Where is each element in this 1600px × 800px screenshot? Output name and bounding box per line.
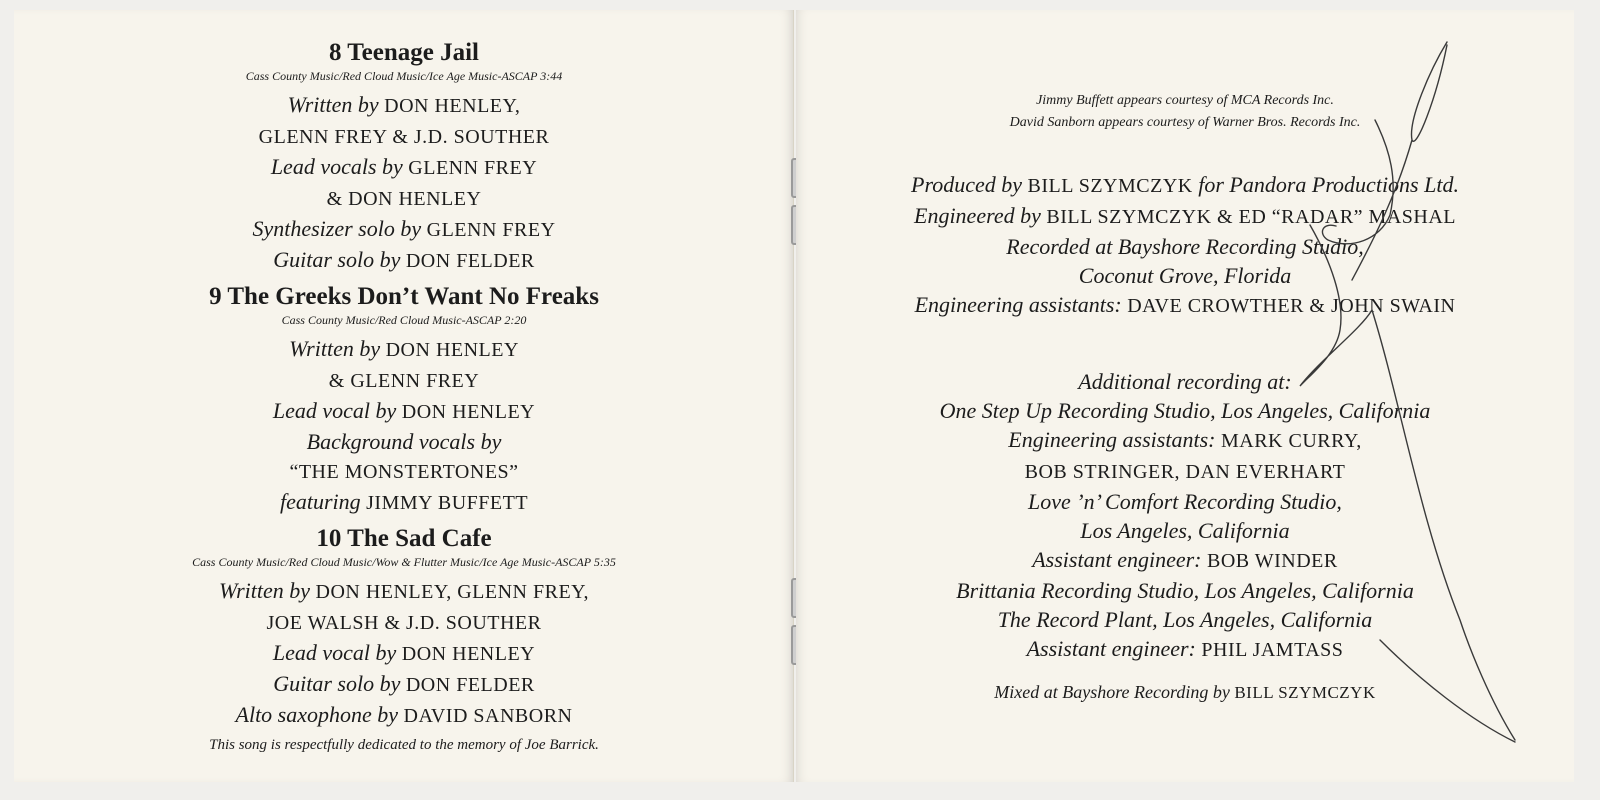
publishing-info: Cass County Music/Red Cloud Music/Ice Age Music-ASCAP 3:44: [245, 69, 563, 83]
credit-suffix: for Pandora Productions Ltd.: [1198, 172, 1459, 197]
credit-names: BOB WINDER: [1207, 550, 1338, 572]
credit-role: Guitar solo by: [273, 247, 401, 272]
credit-role: Los Angeles, California: [1080, 518, 1290, 543]
credit-names: DAVID SANBORN: [403, 705, 573, 727]
credit-role: Guitar solo by: [273, 671, 401, 696]
credit-names: DON HENLEY: [401, 401, 536, 423]
credit-role: Engineering assistants:: [914, 292, 1122, 317]
credit-names: & DON HENLEY: [326, 188, 482, 210]
credit-role: Brittania Recording Studio, Los Angeles, California: [956, 578, 1414, 603]
track-title: 8 Teenage Jail: [328, 39, 479, 66]
dedication: This song is respectfully dedicated to the memory of Joe Barrick.: [209, 737, 599, 753]
credit-names: DON HENLEY,: [384, 95, 521, 117]
credit-names: GLENN FREY: [408, 157, 538, 179]
credit-role: Lead vocal by: [272, 398, 397, 423]
credit-names: DON HENLEY, GLENN FREY,: [315, 581, 590, 603]
credit-role: Assistant engineer:: [1032, 547, 1202, 572]
credit-names: JIMMY BUFFETT: [366, 492, 529, 514]
courtesy-line: David Sanborn appears courtesy of Warner Bros. Records Inc.: [1009, 115, 1361, 130]
credit-names: DON HENLEY: [401, 643, 536, 665]
credit-role: Background vocals by: [306, 429, 502, 454]
credit-names: BILL SZYMCZYK: [1234, 683, 1376, 702]
credit-names: DAVE CROWTHER & JOHN SWAIN: [1127, 295, 1456, 317]
publishing-info: Cass County Music/Red Cloud Music-ASCAP 2:20: [281, 313, 527, 327]
credit-names: “THE MONSTERTONES”: [289, 461, 519, 483]
credit-role: Engineered by: [914, 203, 1041, 228]
credit-names: MARK CURRY,: [1220, 430, 1362, 452]
credit-role: featuring: [279, 489, 361, 514]
credit-names: GLENN FREY & J.D. SOUTHER: [258, 126, 550, 148]
credit-role: Engineering assistants:: [1008, 427, 1216, 452]
credit-names: & GLENN FREY: [328, 370, 480, 392]
credit-role: One Step Up Recording Studio, Los Angeles, California: [939, 398, 1431, 423]
credit-names: JOE WALSH & J.D. SOUTHER: [266, 612, 542, 634]
credit-names: GLENN FREY: [426, 219, 556, 241]
credit-role: Produced by: [911, 172, 1022, 197]
credit-role: Synthesizer solo by: [252, 216, 422, 241]
credit-names: BILL SZYMCZYK: [1027, 175, 1193, 197]
credit-names: DON HENLEY: [385, 339, 519, 361]
credit-role: Written by: [287, 92, 379, 117]
publishing-info: Cass County Music/Red Cloud Music/Wow & Flutter Music/Ice Age Music-ASCAP 5:35: [192, 555, 616, 569]
track-title: 9 The Greeks Don’t Want No Freaks: [209, 283, 599, 310]
track-title: 10 The Sad Cafe: [316, 525, 492, 552]
credit-role: The Record Plant, Los Angeles, California: [997, 607, 1373, 632]
credit-names: BILL SZYMCZYK & ED “RADAR” MASHAL: [1046, 206, 1456, 228]
credit-names: DON FELDER: [405, 250, 535, 272]
courtesy-line: Jimmy Buffett appears courtesy of MCA Records Inc.: [1036, 93, 1334, 108]
credit-names: PHIL JAMTASS: [1201, 639, 1344, 661]
credit-role: Written by: [218, 578, 310, 603]
credit-role: Alto saxophone by: [235, 702, 399, 727]
credit-role: Love ’n’ Comfort Recording Studio,: [1028, 489, 1342, 514]
credit-role: Coconut Grove, Florida: [1078, 263, 1292, 288]
credit-names: BOB STRINGER, DAN EVERHART: [1024, 461, 1346, 483]
credit-role: Assistant engineer:: [1026, 636, 1196, 661]
credit-role: Mixed at Bayshore Recording by: [994, 682, 1230, 702]
credit-role: Lead vocals by: [270, 154, 403, 179]
credit-role: Additional recording at:: [1078, 369, 1292, 394]
credit-role: Written by: [289, 336, 381, 361]
credit-names: DON FELDER: [405, 674, 535, 696]
credit-role: Recorded at Bayshore Recording Studio,: [1006, 234, 1364, 259]
credit-role: Lead vocal by: [272, 640, 397, 665]
